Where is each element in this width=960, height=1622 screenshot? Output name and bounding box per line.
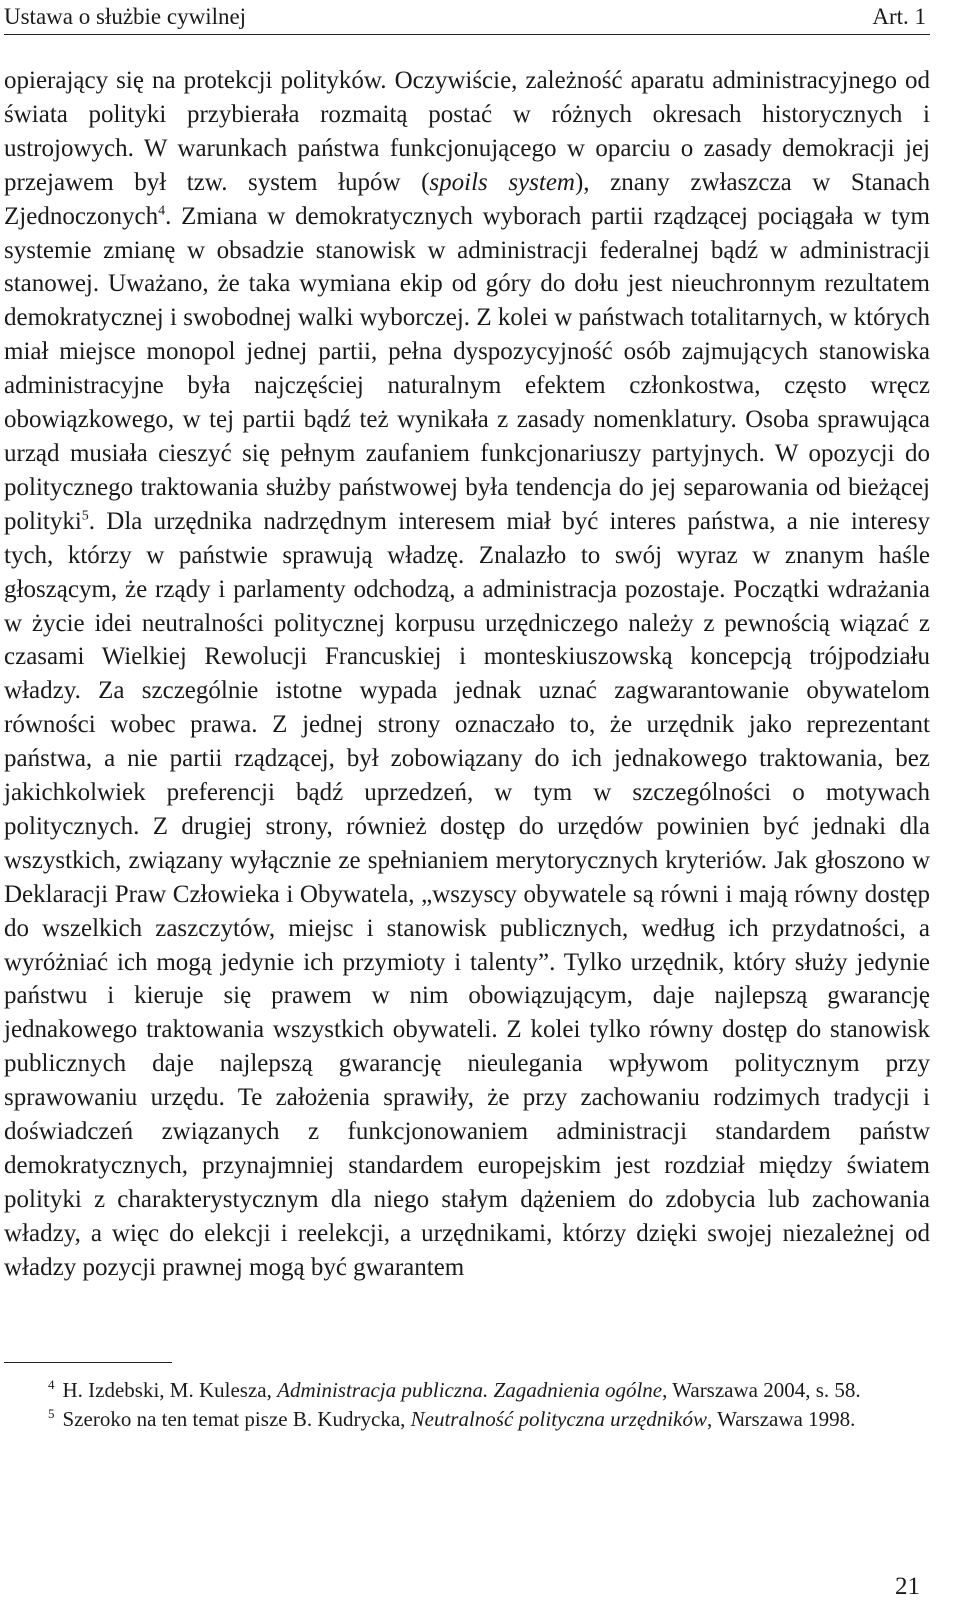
footnote-ref-4[interactable]: 4 [158, 203, 166, 219]
body-text-part: ), znany zwłaszcza w Stanach Zjednoczonych [4, 168, 930, 230]
body-text-part: opierający się na protekcji polityków. Oczywiście, zależność aparatu administracyjnego od świata polityki przybierała rozmaitą postać w różnych okresach historycznych i ustrojowych. W warunkach państwa funkcjonującego w oparciu o zasady demokracji jej przejawem był tzw. system łupów ( [4, 67, 930, 196]
footnote-title: Administracja publiczna. Zagadnienia ogólne [277, 1378, 663, 1402]
header-title: Ustawa o służbie cywilnej [4, 4, 247, 29]
body-text-part: . Dla urzędnika nadrzędnym interesem miał być interes państwa, a nie interesy tych, którzy w państwie sprawują władzę. Znalazło to swój wyraz w znanym haśle głoszącym, że rządy i parlamenty odchodzą, a administracja pozostaje. Początki wdrażania w życie idei neutralności politycznej korpusu urzędniczego należy z pewnością wiązać z czasami Wielkiej Rewolucji Francuskiej i monteskiuszowską koncepcją trójpodziału władzy. Za szczególnie istotne wypada jednak uznać zagwarantowanie obywatelom równości wobec prawa. Z jednej strony oznaczało to, że urzędnik jako reprezentant państwa, a nie partii rządzącej, był zobowiązany do ich jednakowego traktowania, bez jakichkolwiek preferencji bądź uprzedzeń, w tym w szczególności o motywach politycznych. Z drugiej strony, również dostęp do urzędów powinien być jednaki dla wszystkich, związany wyłącznie ze spełnianiem merytorycznych kryteriów. Jak głoszono w Deklaracji Praw Człowieka i Obywatela, „wszyscy obywatele są równi i mają równy dostęp do wszelkich zaszczytów, miejsc i stanowisk publicznych, według ich przydatności, a wyróżniać ich mogą jedynie ich przymioty i talenty”. Tylko urzędnik, który służy jedynie państwu i kieruje się prawem w nim obowiązującym, daje najlepszą gwarancję jednakowego traktowania wszystkich obywateli. Z kolei tylko równy dostęp do stanowisk publicznych daje najlepszą gwarancję nieulegania wpływom politycznym przy sprawowaniu urzędu. Te założenia sprawiły, że przy zachowaniu rodzimych tradycji i doświadczeń związanych z funkcjonowaniem administracji standardem państw demokratycznych, przynajmniej standardem europejskim jest rozdział między światem polityki z charakterystycznym dla niego stałym dążeniem do zdobycia lub zachowania władzy, a więc do elekcji i reelekcji, a urzędnikami, którzy dzięki swojej niezależnej od władzy pozycji prawnej mogą być gwarantem [4, 507, 930, 1281]
body-italic-term: spoils system [429, 168, 575, 196]
footnote-ref-5[interactable]: 5 [81, 508, 89, 524]
footnote-number: 4 [48, 1377, 55, 1392]
footnotes [4, 1376, 930, 1434]
footnote-4 [4, 1376, 930, 1405]
footnote-text: Szeroko na ten temat pisze B. Kudrycka, [62, 1407, 411, 1431]
footnote-text: , Warszawa 2004, s. 58. [662, 1378, 861, 1402]
footnote-divider [4, 1362, 172, 1363]
header-article: Art. 1 [872, 4, 926, 29]
footnote-number: 5 [48, 1406, 55, 1421]
footnote-text: , Warszawa 1998. [706, 1407, 856, 1431]
footnote-title: Neutralność polityczna urzędników [410, 1407, 707, 1431]
running-header [4, 2, 930, 35]
main-paragraph [4, 64, 930, 1285]
footnote-5 [4, 1405, 930, 1434]
footnote-text: H. Izdebski, M. Kulesza, [62, 1378, 278, 1402]
body-text-part: . Zmiana w demokratycznych wyborach partii rządzącej pociągała w tym systemie zmianę w obsadzie stanowisk w administracji federalnej bądź w administracji stanowej. Uważano, że taka wymiana ekip od góry do dołu jest nieuchronnym rezultatem demokratycznej i swobodnej walki wyborczej. Z kolei w państwach totalitarnych, w których miał miejsce monopol jednej partii, pełna dyspozycyjność osób zajmujących stanowiska administracyjne była najczęściej naturalnym efektem członkostwa, często wręcz obowiązkowego, w tej partii bądź też wynikała z zasady nomenklatury. Osoba sprawująca urząd musiała cieszyć się pełnym zaufaniem funkcjonariuszy partyjnych. W opozycji do politycznego traktowania służby państwowej była tendencja do jej separowania od bieżącej polityki [4, 202, 930, 535]
page-number: 21 [895, 1573, 920, 1600]
